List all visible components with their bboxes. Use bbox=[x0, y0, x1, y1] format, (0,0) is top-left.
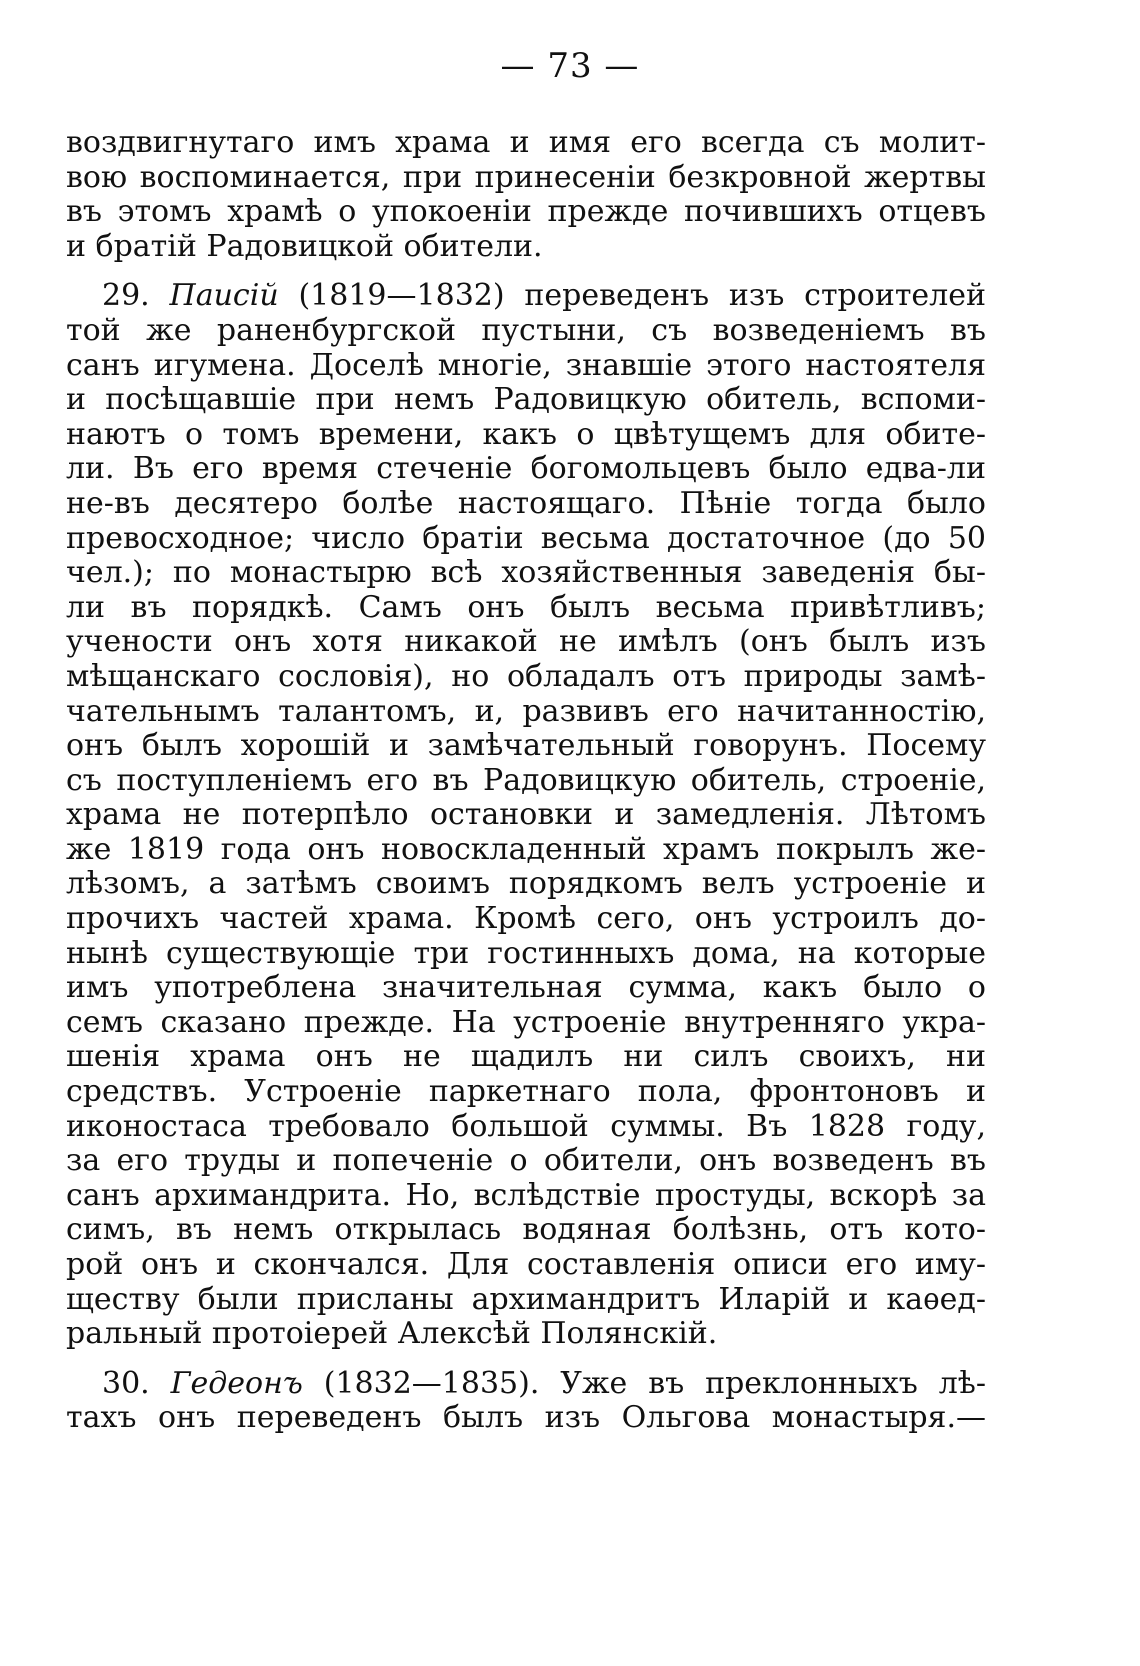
text-line: превосходное; число братіи весьма достаточное (до 50 bbox=[66, 521, 986, 556]
paragraph-heading-line bbox=[66, 279, 986, 314]
entry-number: 30. bbox=[102, 1366, 150, 1401]
text-line: чел.); по монастырю всѣ хозяйственныя заведенія бы- bbox=[66, 556, 986, 591]
text-fragment: (1819—1832) переведенъ изъ строителей bbox=[298, 279, 986, 314]
abbot-name: Паисій bbox=[169, 279, 279, 314]
paragraph-heading-line bbox=[66, 1367, 986, 1402]
text-line: храма не потерпѣло остановки и замедленія. Лѣтомъ bbox=[66, 798, 986, 833]
text-line: тахъ онъ переведенъ былъ изъ Ольгова монастыря.— bbox=[66, 1401, 986, 1436]
text-line: наютъ о томъ времени, какъ о цвѣтущемъ для обите- bbox=[66, 417, 986, 452]
entry-number: 29. bbox=[102, 279, 150, 314]
text-line: санъ архимандрита. Но, вслѣдствіе простуды, вскорѣ за bbox=[66, 1178, 986, 1213]
paragraph-continuation bbox=[66, 126, 986, 264]
text-line: лѣзомъ, а затѣмъ своимъ порядкомъ велъ устроеніе и bbox=[66, 867, 986, 902]
text-line: чательнымъ талантомъ, и, развивъ его начитанностію, bbox=[66, 694, 986, 729]
text-line: за его труды и попеченіе о обители, онъ возведенъ въ bbox=[66, 1144, 986, 1179]
text-line: нынѣ существующіе три гостинныхъ дома, на которые bbox=[66, 936, 986, 971]
paragraph-30 bbox=[66, 1367, 986, 1436]
text-line: рой онъ и скончался. Для составленія описи его иму- bbox=[66, 1248, 986, 1282]
text-line: учености онъ хотя никакой не имѣлъ (онъ былъ изъ bbox=[66, 625, 986, 660]
text-line: средствъ. Устроеніе паркетнаго пола, фронтоновъ и bbox=[66, 1075, 986, 1110]
text-line: ществу были присланы архимандритъ Иларій и каѳед- bbox=[66, 1282, 986, 1317]
text-line: ли въ порядкѣ. Самъ онъ былъ весьма привѣтливъ; bbox=[66, 590, 986, 625]
text-line: семъ сказано прежде. На устроеніе внутренняго укра- bbox=[66, 1005, 986, 1040]
text-line: ли. Въ его время стеченіе богомольцевъ было едва-ли bbox=[66, 452, 986, 487]
text-line: же 1819 года онъ новоскладенный храмъ покрылъ же- bbox=[66, 832, 986, 867]
page-number: — 73 — bbox=[500, 46, 640, 86]
text-line: иконостаса требовало большой суммы. Въ 1828 году, bbox=[66, 1109, 986, 1144]
text-line: онъ былъ хорошій и замѣчательный говорунъ. Посему bbox=[66, 729, 986, 764]
text-line: воздвигнутаго имъ храма и имя его всегда съ молит- bbox=[66, 126, 986, 160]
text-fragment: (1832—1835). Уже въ преклонныхъ лѣ- bbox=[323, 1366, 986, 1401]
text-line: вою воспоминается, при принесеніи безкровной жертвы bbox=[66, 160, 986, 195]
text-line: и посѣщавшіе при немъ Радовицкую обитель, вспоми- bbox=[66, 383, 986, 418]
text-line: мѣщанскаго сословія), но обладалъ отъ природы замѣ- bbox=[66, 659, 986, 694]
body-text bbox=[66, 126, 986, 1436]
text-line: санъ игумена. Доселѣ многіе, знавшіе этого настоятеля bbox=[66, 348, 986, 383]
abbot-name: Гедеонъ bbox=[170, 1366, 303, 1401]
text-line: съ поступленіемъ его въ Радовицкую обитель, строеніе, bbox=[66, 763, 986, 798]
text-line: шенія храма онъ не щадилъ ни силъ своихъ, ни bbox=[66, 1040, 986, 1075]
text-line: въ этомъ храмѣ о упокоеніи прежде почившихъ отцевъ bbox=[66, 195, 986, 230]
text-line: не-въ десятеро болѣе настоящаго. Пѣніе тогда было bbox=[66, 486, 986, 521]
text-line: симъ, въ немъ открылась водяная болѣзнь, отъ кото- bbox=[66, 1213, 986, 1248]
text-line: той же раненбургской пустыни, съ возведеніемъ въ bbox=[66, 313, 986, 348]
paragraph-29 bbox=[66, 279, 986, 1351]
text-line: прочихъ частей храма. Кромѣ сего, онъ устроилъ до- bbox=[66, 902, 986, 937]
text-line: и братій Радовицкой обители. bbox=[66, 229, 543, 264]
text-line: ральный протоіерей Алексѣй Полянскій. bbox=[66, 1317, 718, 1352]
text-line: имъ употреблена значительная сумма, какъ было о bbox=[66, 971, 986, 1006]
